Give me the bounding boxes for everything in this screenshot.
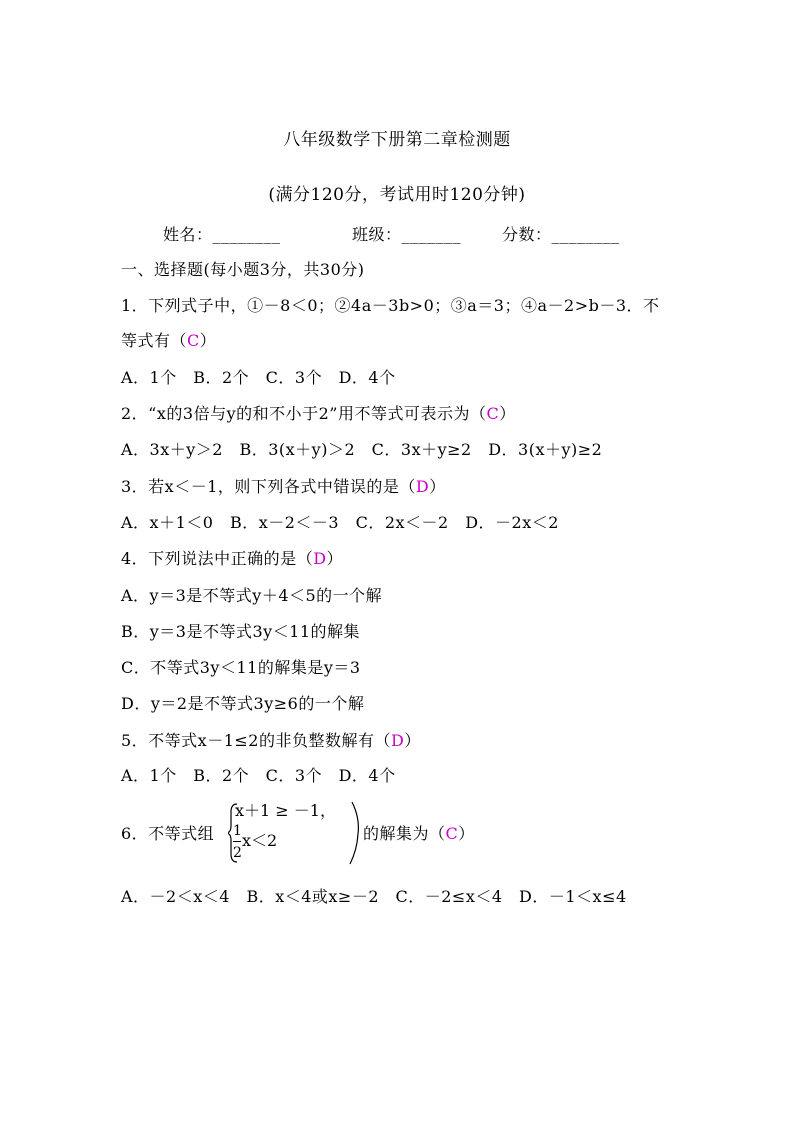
score-field bbox=[502, 224, 620, 246]
question-3-stem: 3．若x＜－1，则下列各式中错误的是（D） bbox=[121, 477, 446, 496]
class-blank[interactable]: _______ bbox=[401, 225, 462, 244]
question-4-option-d: D．y＝2是不等式3y≥6的一个解 bbox=[121, 694, 365, 713]
name-field bbox=[163, 224, 281, 246]
question-1-stem-prefix: 等式有 bbox=[121, 331, 171, 350]
question-3-stem-prefix: 3．若x＜－1，则下列各式中错误的是 bbox=[121, 477, 400, 496]
question-1-stem-line1: 1．下列式子中，①－8＜0；②4a－3b>0；③a＝3；④a－2>b－3．不 bbox=[121, 296, 660, 315]
question-1-answer: C bbox=[187, 331, 200, 350]
system-fraction-denominator: 2 bbox=[233, 845, 242, 861]
question-2-options: A．3x＋y＞2 B．3(x＋y)＞2 C．3x＋y≥2 D．3(x＋y)≥2 bbox=[121, 440, 603, 459]
question-3-answer: D bbox=[415, 477, 430, 496]
class-field bbox=[352, 224, 461, 246]
question-2-stem-prefix: 2．“x的3倍与y的和不小于2”用不等式可表示为 bbox=[121, 404, 470, 423]
question-2-answer: C bbox=[486, 404, 500, 423]
question-4-answer: D bbox=[313, 549, 327, 568]
question-6-options: A．－2＜x＜4 B．x＜4或x≥－2 C．－2≤x＜4 D．－1＜x≤4 bbox=[121, 887, 627, 906]
question-4-option-a: A．y＝3是不等式y＋4＜5的一个解 bbox=[121, 586, 383, 605]
question-6-answer: C bbox=[445, 824, 459, 843]
question-1-options: A．1个 B．2个 C．3个 D．4个 bbox=[121, 368, 396, 387]
question-6-stem-suffix: 的解集为（C） bbox=[363, 824, 475, 843]
question-4-stem-prefix: 4．下列说法中正确的是 bbox=[121, 549, 297, 568]
inequality-system bbox=[228, 800, 368, 866]
system-fraction-numerator: 1 bbox=[233, 823, 242, 839]
question-4-option-c: C．不等式3y＜11的解集是y＝3 bbox=[121, 658, 361, 677]
exam-subtitle: (满分120分，考试用时120分钟) bbox=[268, 185, 526, 205]
system-line-1: x＋1 ≥ －1， bbox=[235, 801, 336, 820]
score-label: 分数： bbox=[502, 225, 552, 244]
question-5-answer: D bbox=[391, 731, 405, 750]
name-blank[interactable]: ________ bbox=[212, 225, 281, 244]
question-1-stem-line2: 等式有（C） bbox=[121, 331, 217, 350]
question-4-option-b: B．y＝3是不等式3y＜11的解集 bbox=[121, 622, 361, 641]
question-5-options: A．1个 B．2个 C．3个 D．4个 bbox=[121, 766, 396, 785]
fraction-bar bbox=[233, 841, 241, 842]
name-label: 姓名： bbox=[163, 225, 213, 244]
system-line-2: x＜2 bbox=[242, 831, 278, 850]
class-label: 班级： bbox=[352, 225, 402, 244]
score-blank[interactable]: ________ bbox=[551, 225, 620, 244]
question-4-stem: 4．下列说法中正确的是（D） bbox=[121, 549, 344, 568]
question-6-stem-prefix: 6．不等式组 bbox=[121, 824, 215, 843]
question-2-stem: 2．“x的3倍与y的和不小于2”用不等式可表示为（C） bbox=[121, 404, 516, 423]
page-title: 八年级数学下册第二章检测题 bbox=[283, 130, 511, 150]
section-heading: 一、选择题(每小题3分，共30分) bbox=[121, 260, 365, 279]
question-5-stem: 5．不等式x－1≤2的非负整数解有（D） bbox=[121, 731, 421, 750]
question-5-stem-prefix: 5．不等式x－1≤2的非负整数解有 bbox=[121, 731, 375, 750]
question-3-options: A．x＋1＜0 B．x－2＜－3 C．2x＜－2 D．－2x＜2 bbox=[121, 513, 559, 532]
question-6-stem-suffix-text: 的解集为 bbox=[363, 824, 430, 843]
